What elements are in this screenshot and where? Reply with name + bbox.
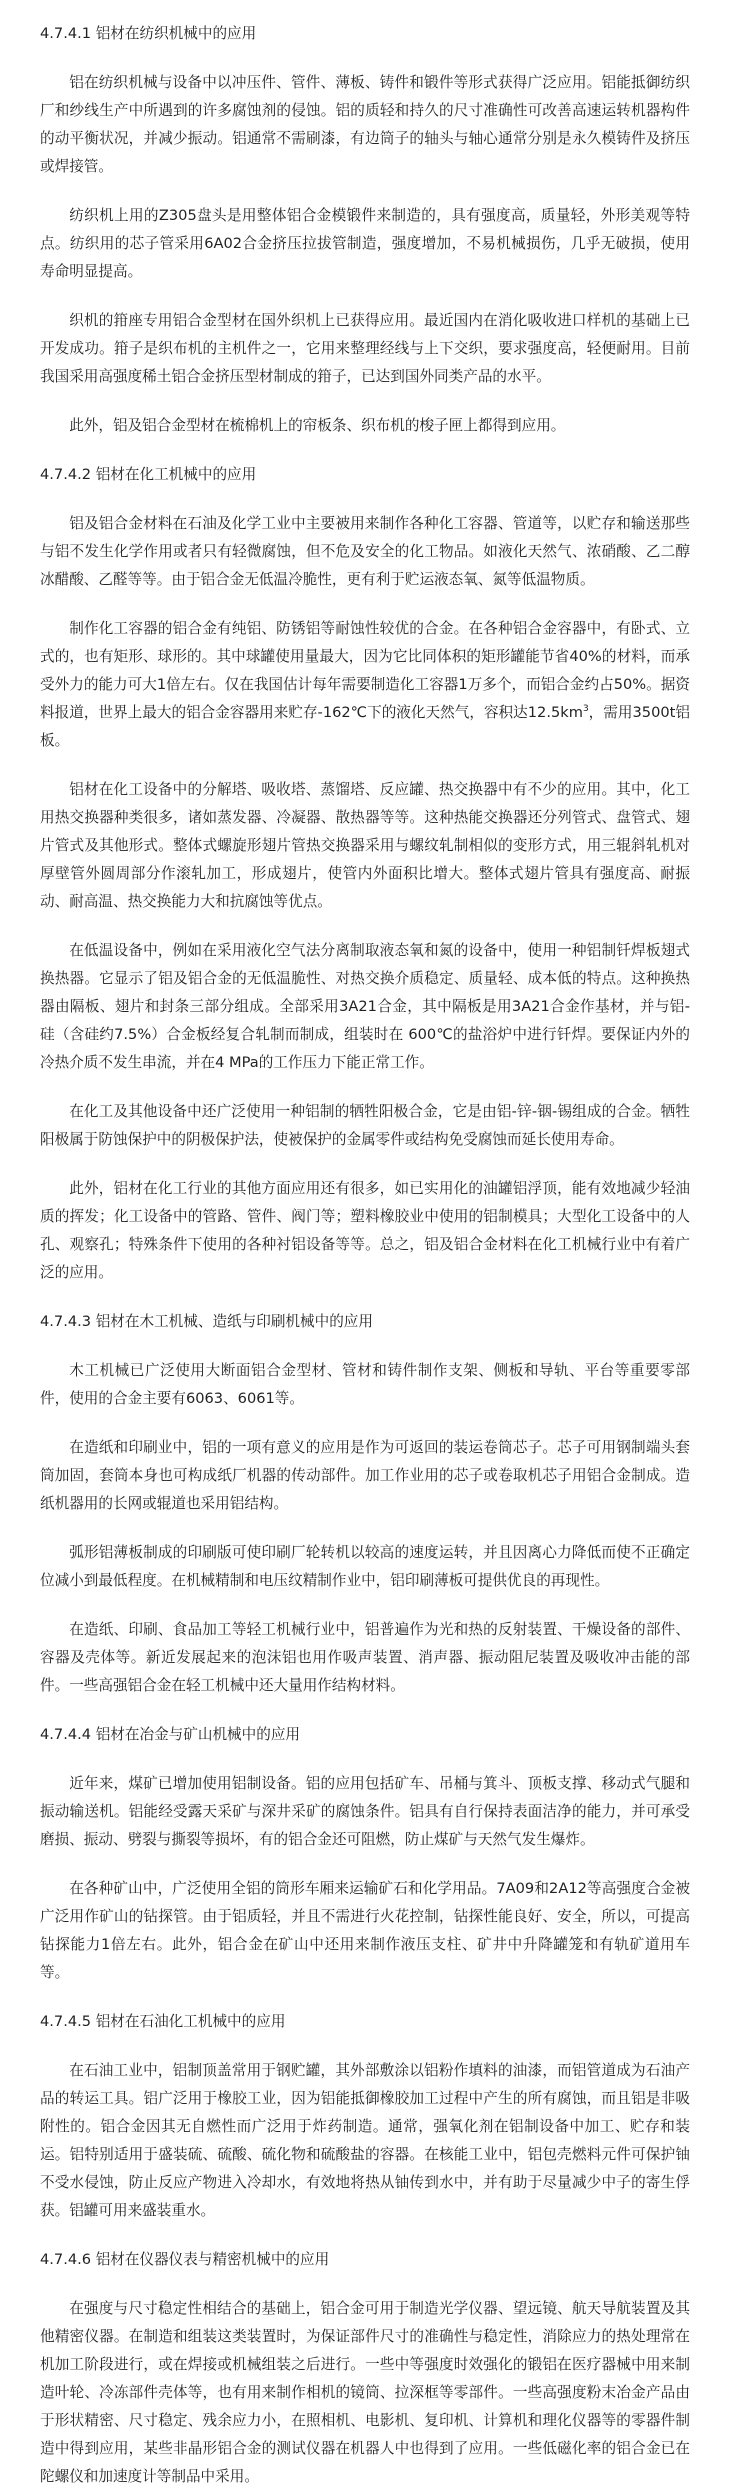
body-paragraph: 制作化工容器的铝合金有纯铝、防锈铝等耐蚀性较优的合金。在各种铝合金容器中，有卧式、立式的，也有矩形、球形的。其中球罐使用量最大，因为它比同体积的矩形罐能节省40%的材料，而承受外力的能力可大1倍左右。仅在我国估计每年需要制造化工容器1万多个，而铝合金约占50%。据资料报道，世界上最大的铝合金容器用来贮存-162℃下的液化天然气，容积达$12.5km^3$，需用3500t铝板。 [40,620,690,749]
body-paragraph: 在石油工业中，铝制顶盖常用于钢贮罐，其外部敷涂以铝粉作填料的油漆，而铝管道成为石油产品的转运工具。铝广泛用于橡胶工业，因为铝能抵御橡胶加工过程中产生的所有腐蚀，而且铝是非吸附性的。铝合金因其无自燃性而广泛用于炸药制造。通常，强氧化剂在铝制设备中加工、贮存和装运。铝特别适用于盛装硫、硫酸、硫化物和硫酸盐的容器。在核能工业中，铝包壳燃料元件可保护铀不受水侵蚀，防止反应产物进入冷却水，有效地将热从铀传到水中，并有助于尽量减少中子的寄生俘获。铝罐可用来盛装重水。 [40,2062,690,2219]
body-paragraph: 木工机械已广泛使用大断面铝合金型材、管材和铸件制作支架、侧板和导轨、平台等重要零部件，使用的合金主要有6063、6061等。 [40,1362,690,1407]
section-heading: 4.7.4.2 铝材在化工机械中的应用 [40,466,257,483]
section-heading: 4.7.4.4 铝材在冶金与矿山机械中的应用 [40,1726,301,1743]
body-paragraph: 铝材在化工设备中的分解塔、吸收塔、蒸馏塔、反应罐、热交换器中有不少的应用。其中，化工用热交换器种类很多，诸如蒸发器、冷凝器、散热器等等。这种热能交换器还分列管式、盘管式、翅片管式及其他形式。整体式螺旋形翅片管热交换器采用与螺纹轧制相似的变形方式，用三辊斜轧机对厚壁管外圆周部分作滚轧加工，形成翅片，使管内外面积比增大。整体式翅片管具有强度高、耐振动、耐高温、热交换能力大和抗腐蚀等优点。 [40,781,690,910]
body-paragraph: 铝及铝合金材料在石油及化学工业中主要被用来制作各种化工容器、管道等，以贮存和输送那些与铝不发生化学作用或者只有轻微腐蚀，但不危及安全的化工物品。如液化天然气、浓硝酸、乙二醇冰醋酸、乙醛等等。由于铝合金无低温冷脆性，更有利于贮运液态氧、氮等低温物质。 [40,515,690,588]
body-paragraph: 纺织机上用的Z305盘头是用整体铝合金模锻件来制造的，具有强度高，质量轻，外形美观等特点。纺织用的芯子管采用6A02合金挤压拉拔管制造，强度增加，不易机械损伤，几乎无破损，使用寿命明显提高。 [40,207,690,280]
section-heading: 4.7.4.3 铝材在木工机械、造纸与印刷机械中的应用 [40,1313,373,1330]
section-heading: 4.7.4.1 铝材在纺织机械中的应用 [40,25,257,42]
body-paragraph: 近年来，煤矿已增加使用铝制设备。铝的应用包括矿车、吊桶与箕斗、顶板支撑、移动式气腿和振动输送机。铝能经受露天采矿与深井采矿的腐蚀条件。铝具有自行保持表面洁净的能力，并可承受磨损、振动、劈裂与撕裂等损坏，有的铝合金还可阻燃，防止煤矿与天然气发生爆炸。 [40,1775,690,1848]
body-paragraph: 在化工及其他设备中还广泛使用一种铝制的牺牲阳极合金，它是由铝-锌-铟-锡组成的合金。牺牲阳极属于防蚀保护中的阴极保护法，使被保护的金属零件或结构免受腐蚀而延长使用寿命。 [40,1103,690,1148]
section-heading: 4.7.4.5 铝材在石油化工机械中的应用 [40,2013,286,2030]
body-paragraph: 此外，铝及铝合金型材在梳棉机上的帘板条、织布机的梭子匣上都得到应用。 [69,417,566,434]
body-paragraph: 在造纸、印刷、食品加工等轻工机械行业中，铝普遍作为光和热的反射装置、干燥设备的部件、容器及壳体等。新近发展起来的泡沫铝也用作吸声装置、消声器、振动阻尼装置及吸收冲击能的部件。一些高强铝合金在轻工机械中还大量用作结构材料。 [40,1621,690,1694]
body-paragraph: 在各种矿山中，广泛使用全铝的筒形车厢来运输矿石和化学用品。7A09和2A12等高强度合金被广泛用作矿山的钻探管。由于铝质轻，并且不需进行火花控制，钻探性能良好、安全，所以，可提高钻探能力1倍左右。此外，铝合金在矿山中还用来制作液压支柱、矿井中升降罐笼和有轨矿道用车等。 [40,1880,690,1981]
section-heading: 4.7.4.6 铝材在仪器仪表与精密机械中的应用 [40,2251,330,2268]
body-paragraph: 铝在纺织机械与设备中以冲压件、管件、薄板、铸件和锻件等形式获得广泛应用。铝能抵御纺织厂和纱线生产中所遇到的许多腐蚀剂的侵蚀。铝的质轻和持久的尺寸准确性可改善高速运转机器构件的动平衡状况，并减少振动。铝通常不需刷漆，有边筒子的轴头与轴心通常分别是永久模铸件及挤压或焊接管。 [40,74,690,175]
body-paragraph: 在强度与尺寸稳定性相结合的基础上，铝合金可用于制造光学仪器、望远镜、航天导航装置及其他精密仪器。在制造和组装这类装置时，为保证部件尺寸的准确性与稳定性，消除应力的热处理常在机加工阶段进行，或在焊接或机械组装之后进行。一些中等强度时效强化的锻铝在医疗器械中用来制造叶轮、冷冻部件壳体等，也有用来制作相机的镜筒、拉深框等零部件。一些高强度粉末冶金产品由于形状精密、尺寸稳定、残余应力小，在照相机、电影机、复印机、计算机和理化仪器等的零器件制造中得到应用，某些非晶形铝合金的测试仪器在机器人中也得到了应用。一些低磁化率的铝合金已在陀螺仪和加速度计等制品中采用。 [40,2300,690,2485]
body-paragraph: 此外，铝材在化工行业的其他方面应用还有很多，如已实用化的油罐铝浮顶，能有效地减少轻油质的挥发；化工设备中的管路、管件、阀门等；塑料橡胶业中使用的铝制模具；大型化工设备中的人孔、观察孔；特殊条件下使用的各种衬铝设备等等。总之，铝及铝合金材料在化工机械行业中有着广泛的应用。 [40,1180,690,1281]
body-paragraph: 在造纸和印刷业中，铝的一项有意义的应用是作为可返回的装运卷筒芯子。芯子可用钢制端头套筒加固，套筒本身也可构成纸厂机器的传动部件。加工作业用的芯子或卷取机芯子用铝合金制成。造纸机器用的长网或辊道也采用铝结构。 [40,1439,690,1512]
body-paragraph: 在低温设备中，例如在采用液化空气法分离制取液态氧和氮的设备中，使用一种铝制钎焊板翅式换热器。它显示了铝及铝合金的无低温脆性、对热交换介质稳定、质量轻、成本低的特点。这种换热器由隔板、翅片和封条三部分组成。全部采用3A21合金，其中隔板是用3A21合金作基材，并与铝-硅（含硅约7.5%）合金板经复合轧制而制成，组装时在 600℃的盐浴炉中进行钎焊。要保证内外的冷热介质不发生串流，并在4 MPa的工作压力下能正常工作。 [40,942,690,1071]
body-paragraph: 弧形铝薄板制成的印刷版可使印刷厂轮转机以较高的速度运转，并且因离心力降低而使不正确定位减小到最低程度。在机械精制和电压纹精制作业中，铝印刷薄板可提供优良的再现性。 [40,1544,690,1589]
body-paragraph: 织机的箝座专用铝合金型材在国外织机上已获得应用。最近国内在消化吸收进口样机的基础上已开发成功。箝子是织布机的主机件之一，它用来整理经线与上下交织，要求强度高，轻便耐用。目前我国采用高强度稀土铝合金挤压型材制成的箝子，已达到国外同类产品的水平。 [40,312,690,385]
